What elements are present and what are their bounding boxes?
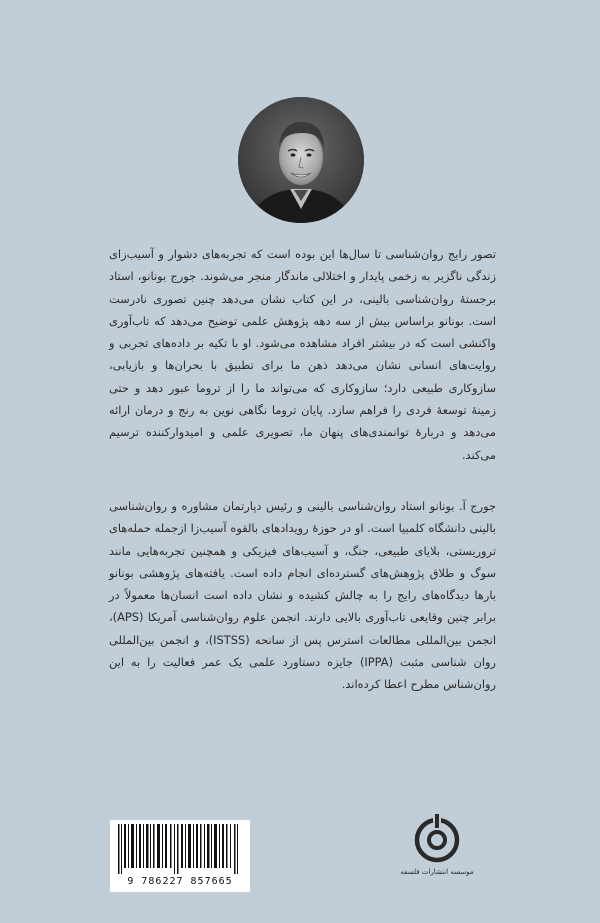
author-portrait-image <box>238 97 364 223</box>
isbn-number: 9 786227 857665 <box>127 876 233 887</box>
author-bio-paragraph: جورج آ. بونانو استاد روان‌شناسی بالینی و رئیس دپارتمان مشاوره و روان‌شناسی بالینی دانشگاه کلمبیا است. او در حوزهٔ رویدادهای بالقوه آسیب‌زا ازجمله حمله‌های تروریستی، بلایای طبیعی، جنگ، و آسیب‌های فیزیکی و همچنین تجربه‌هایی مانند سوگ و طلاق پژوهش‌های گسترده‌ای انجام داده است. یافته‌های پژوهشی بونانو بارها دیدگاه‌های رایج را به چالش کشیده و نشان داده است انسان‌ها معمولاً در برابر چنین وقایعی تاب‌آوری بالایی دارند. انجمن علوم روان‌شناسی آمریکا (APS)، انجمن بین‌المللی مطالعات استرس پس از سانحه (ISTSS)، و انجمن بین‌المللی روان شناسی مثبت (IPPA) جایزه دستاورد علمی یک عمر فعالیت را به این روان‌شناس مطرح اعطا کرده‌اند. <box>109 499 496 692</box>
author-portrait <box>238 97 364 223</box>
barcode-bars <box>110 820 250 876</box>
publisher-name: موسسه انتشارات فلسفه <box>400 868 474 876</box>
publisher-logo-icon <box>402 812 472 872</box>
book-description-paragraph: تصور رایج روان‌شناسی تا سال‌ها این بوده است که تجربه‌های دشوار و آسیب‌زای زندگی ناگزیر به زخمی پایدار و اختلالی ماندگار منجر می‌شوند. جورج بونانو، استاد برجستهٔ روان‌شناسی بالینی، در این کتاب نشان می‌دهد چنین تصوری نادرست است. بونانو براساس بیش از سه دهه پژوهش علمی توضیح می‌دهد که تاب‌آوری واکنشی است که در بیشتر افراد مشاهده می‌شود. او با تکیه بر داده‌های تجربی و روایت‌های انسانی نشان می‌دهد ذهن ما برای تطبیق با بحران‌ها و بازیابی، سازوکاری طبیعی دارد؛ سازوکاری که می‌تواند ما را از تروما عبور دهد و حتی زمینهٔ توسعهٔ فردی را فراهم سازد. پایان تروما نگاهی نوین به رنج و درمان ارائه می‌دهد و دربارهٔ توانمندی‌های پنهان ما، تصویری علمی و امیدوارکننده ترسیم می‌کند. <box>109 247 496 462</box>
